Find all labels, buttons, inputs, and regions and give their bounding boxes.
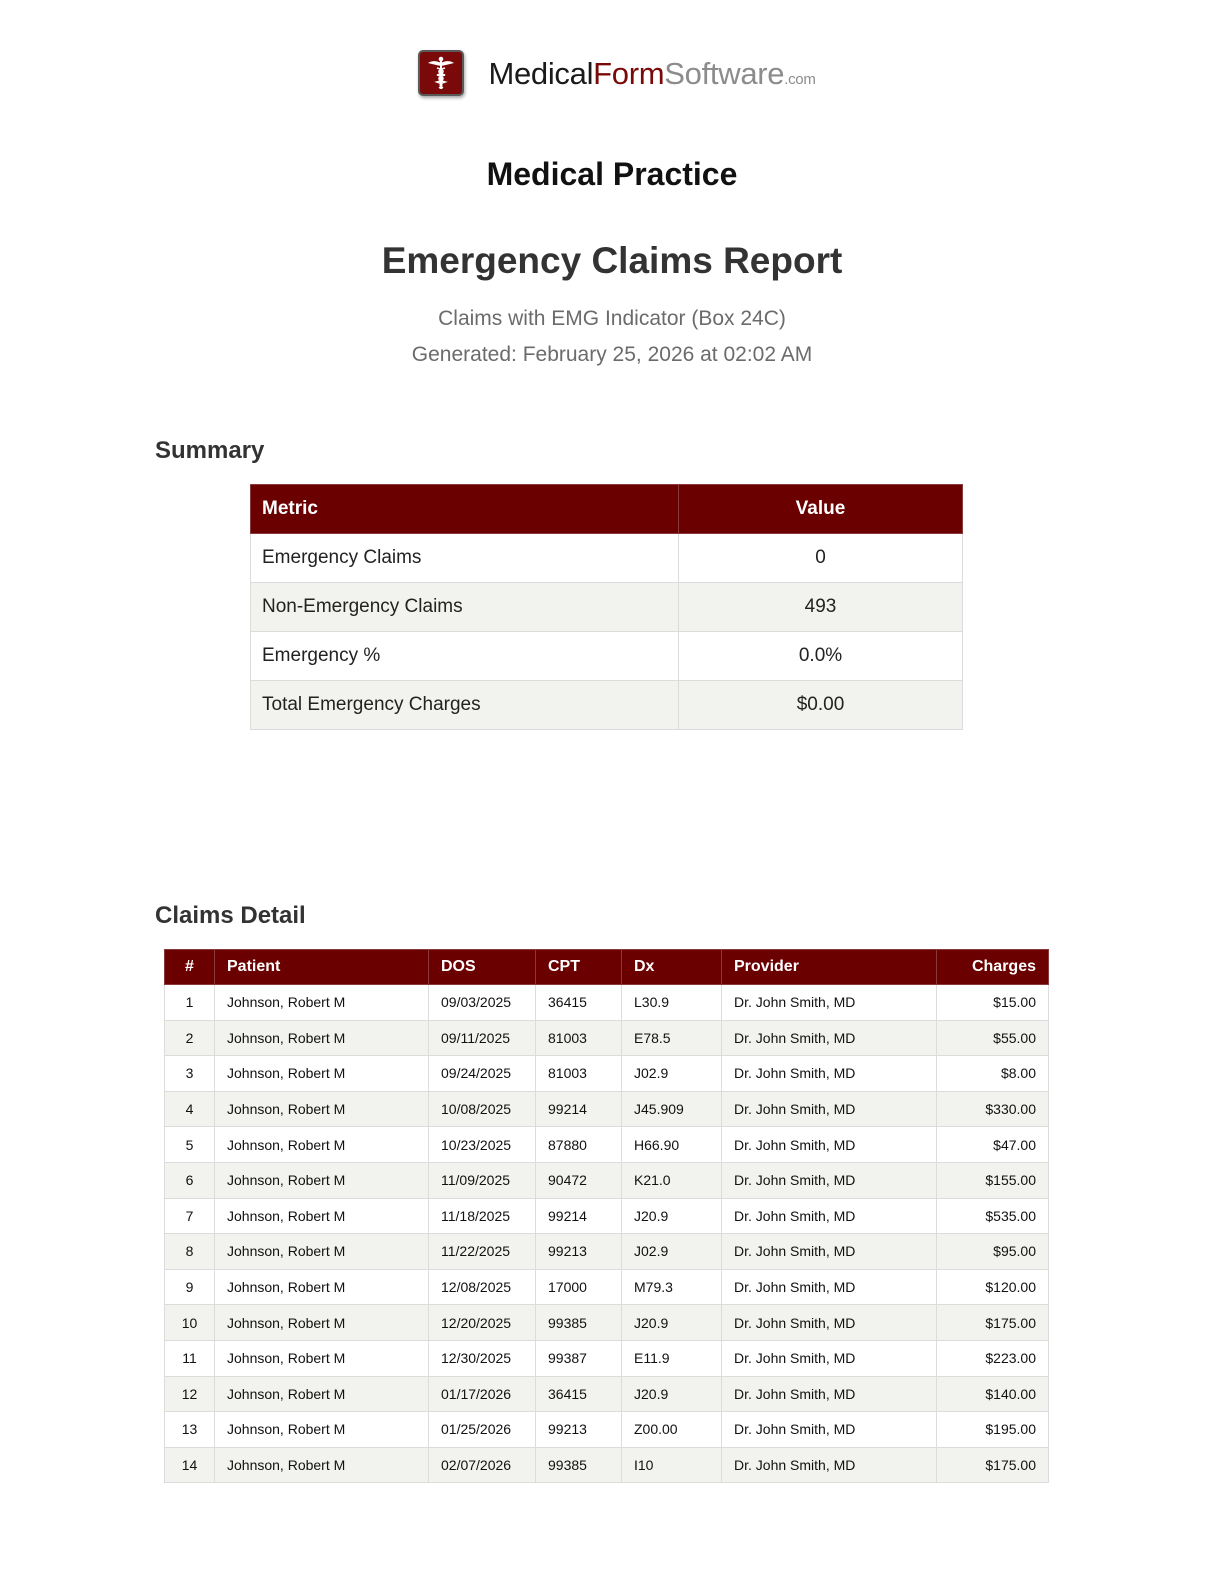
patient-cell: Johnson, Robert M (215, 1447, 429, 1483)
cpt-cell: 36415 (536, 985, 622, 1021)
summary-header-row (251, 485, 963, 534)
dos-cell: 10/23/2025 (429, 1127, 536, 1163)
summary-metric: Total Emergency Charges (251, 681, 679, 730)
brand-suffix: .com (784, 70, 816, 88)
summary-value: 493 (679, 583, 963, 632)
dos-cell: 09/03/2025 (429, 985, 536, 1021)
table-row (165, 1198, 1049, 1234)
provider-cell: Dr. John Smith, MD (722, 1376, 937, 1412)
row-number: 8 (165, 1234, 215, 1270)
dx-cell: J45.909 (622, 1091, 722, 1127)
column-header-charges: Charges (937, 950, 1049, 985)
table-row (165, 1447, 1049, 1483)
column-header-dx: Dx (622, 950, 722, 985)
patient-cell: Johnson, Robert M (215, 1340, 429, 1376)
cpt-cell: 99387 (536, 1340, 622, 1376)
summary-table (250, 484, 963, 730)
column-header-value: Value (679, 485, 963, 534)
charges-cell: $8.00 (937, 1056, 1049, 1092)
table-row (165, 1056, 1049, 1092)
dx-cell: Z00.00 (622, 1412, 722, 1448)
row-number: 10 (165, 1305, 215, 1341)
provider-cell: Dr. John Smith, MD (722, 1412, 937, 1448)
patient-cell: Johnson, Robert M (215, 1198, 429, 1234)
cpt-cell: 99385 (536, 1305, 622, 1341)
provider-cell: Dr. John Smith, MD (722, 985, 937, 1021)
summary-value: $0.00 (679, 681, 963, 730)
dos-cell: 12/08/2025 (429, 1269, 536, 1305)
column-header-cpt: CPT (536, 950, 622, 985)
cpt-cell: 99214 (536, 1198, 622, 1234)
cpt-cell: 17000 (536, 1269, 622, 1305)
row-number: 9 (165, 1269, 215, 1305)
column-header-metric: Metric (251, 485, 679, 534)
dx-cell: J20.9 (622, 1376, 722, 1412)
patient-cell: Johnson, Robert M (215, 985, 429, 1021)
report-subtitle: Claims with EMG Indicator (Box 24C) (438, 307, 786, 330)
row-number: 5 (165, 1127, 215, 1163)
report-title: Emergency Claims Report (381, 240, 843, 281)
dos-cell: 12/30/2025 (429, 1340, 536, 1376)
charges-cell: $95.00 (937, 1234, 1049, 1270)
provider-cell: Dr. John Smith, MD (722, 1127, 937, 1163)
patient-cell: Johnson, Robert M (215, 1091, 429, 1127)
table-row (165, 1376, 1049, 1412)
dx-cell: E78.5 (622, 1020, 722, 1056)
patient-cell: Johnson, Robert M (215, 1234, 429, 1270)
summary-row (251, 583, 963, 632)
dx-cell: E11.9 (622, 1340, 722, 1376)
generated-timestamp: Generated: February 25, 2026 at 02:02 AM (411, 343, 813, 366)
table-row (165, 1340, 1049, 1376)
table-row (165, 1127, 1049, 1163)
dx-cell: M79.3 (622, 1269, 722, 1305)
patient-cell: Johnson, Robert M (215, 1305, 429, 1341)
row-number: 1 (165, 985, 215, 1021)
provider-cell: Dr. John Smith, MD (722, 1234, 937, 1270)
table-row (165, 1162, 1049, 1198)
caduceus-icon (418, 50, 464, 96)
row-number: 6 (165, 1162, 215, 1198)
cpt-cell: 99214 (536, 1091, 622, 1127)
column-header-patient: Patient (215, 950, 429, 985)
patient-cell: Johnson, Robert M (215, 1412, 429, 1448)
provider-cell: Dr. John Smith, MD (722, 1091, 937, 1127)
column-header-provider: Provider (722, 950, 937, 985)
table-row (165, 985, 1049, 1021)
dx-cell: L30.9 (622, 985, 722, 1021)
summary-metric: Non-Emergency Claims (251, 583, 679, 632)
table-row (165, 1412, 1049, 1448)
patient-cell: Johnson, Robert M (215, 1269, 429, 1305)
dos-cell: 11/18/2025 (429, 1198, 536, 1234)
table-row (165, 1269, 1049, 1305)
cpt-cell: 81003 (536, 1020, 622, 1056)
provider-cell: Dr. John Smith, MD (722, 1305, 937, 1341)
summary-value: 0 (679, 534, 963, 583)
charges-cell: $47.00 (937, 1127, 1049, 1163)
row-number: 7 (165, 1198, 215, 1234)
charges-cell: $195.00 (937, 1412, 1049, 1448)
dx-cell: J02.9 (622, 1056, 722, 1092)
charges-cell: $120.00 (937, 1269, 1049, 1305)
summary-metric: Emergency % (251, 632, 679, 681)
dos-cell: 12/20/2025 (429, 1305, 536, 1341)
patient-cell: Johnson, Robert M (215, 1162, 429, 1198)
table-row (165, 1234, 1049, 1270)
dx-cell: J20.9 (622, 1198, 722, 1234)
row-number: 4 (165, 1091, 215, 1127)
claims-detail-heading: Claims Detail (155, 902, 306, 929)
summary-row (251, 681, 963, 730)
brand-part-form: Form (593, 55, 665, 91)
dos-cell: 11/22/2025 (429, 1234, 536, 1270)
dos-cell: 10/08/2025 (429, 1091, 536, 1127)
charges-cell: $330.00 (937, 1091, 1049, 1127)
dx-cell: I10 (622, 1447, 722, 1483)
provider-cell: Dr. John Smith, MD (722, 1269, 937, 1305)
charges-cell: $55.00 (937, 1020, 1049, 1056)
provider-cell: Dr. John Smith, MD (722, 1198, 937, 1234)
dos-cell: 02/07/2026 (429, 1447, 536, 1483)
brand-part-software: Software (664, 55, 785, 91)
patient-cell: Johnson, Robert M (215, 1127, 429, 1163)
detail-header-row (165, 950, 1049, 985)
summary-value: 0.0% (679, 632, 963, 681)
row-number: 11 (165, 1340, 215, 1376)
charges-cell: $155.00 (937, 1162, 1049, 1198)
row-number: 13 (165, 1412, 215, 1448)
claims-detail-table (164, 949, 1049, 1483)
cpt-cell: 36415 (536, 1376, 622, 1412)
charges-cell: $223.00 (937, 1340, 1049, 1376)
column-header-number: # (165, 950, 215, 985)
cpt-cell: 90472 (536, 1162, 622, 1198)
table-row (165, 1305, 1049, 1341)
charges-cell: $175.00 (937, 1305, 1049, 1341)
patient-cell: Johnson, Robert M (215, 1020, 429, 1056)
row-number: 14 (165, 1447, 215, 1483)
practice-name: Medical Practice (486, 156, 738, 192)
brand-logo (418, 50, 815, 96)
provider-cell: Dr. John Smith, MD (722, 1447, 937, 1483)
dx-cell: K21.0 (622, 1162, 722, 1198)
row-number: 3 (165, 1056, 215, 1092)
provider-cell: Dr. John Smith, MD (722, 1340, 937, 1376)
brand-part-medical: Medical (488, 55, 594, 91)
brand-name (488, 55, 816, 91)
cpt-cell: 87880 (536, 1127, 622, 1163)
provider-cell: Dr. John Smith, MD (722, 1056, 937, 1092)
cpt-cell: 99385 (536, 1447, 622, 1483)
cpt-cell: 99213 (536, 1412, 622, 1448)
dos-cell: 01/17/2026 (429, 1376, 536, 1412)
charges-cell: $15.00 (937, 985, 1049, 1021)
row-number: 2 (165, 1020, 215, 1056)
summary-row (251, 632, 963, 681)
dx-cell: J02.9 (622, 1234, 722, 1270)
brand-header (0, 50, 1224, 96)
summary-metric: Emergency Claims (251, 534, 679, 583)
table-row (165, 1091, 1049, 1127)
charges-cell: $535.00 (937, 1198, 1049, 1234)
provider-cell: Dr. John Smith, MD (722, 1020, 937, 1056)
column-header-dos: DOS (429, 950, 536, 985)
cpt-cell: 99213 (536, 1234, 622, 1270)
cpt-cell: 81003 (536, 1056, 622, 1092)
charges-cell: $140.00 (937, 1376, 1049, 1412)
summary-row (251, 534, 963, 583)
charges-cell: $175.00 (937, 1447, 1049, 1483)
dos-cell: 01/25/2026 (429, 1412, 536, 1448)
dos-cell: 09/24/2025 (429, 1056, 536, 1092)
dx-cell: H66.90 (622, 1127, 722, 1163)
summary-heading: Summary (155, 437, 265, 464)
dos-cell: 09/11/2025 (429, 1020, 536, 1056)
patient-cell: Johnson, Robert M (215, 1056, 429, 1092)
row-number: 12 (165, 1376, 215, 1412)
dx-cell: J20.9 (622, 1305, 722, 1341)
table-row (165, 1020, 1049, 1056)
dos-cell: 11/09/2025 (429, 1162, 536, 1198)
patient-cell: Johnson, Robert M (215, 1376, 429, 1412)
provider-cell: Dr. John Smith, MD (722, 1162, 937, 1198)
